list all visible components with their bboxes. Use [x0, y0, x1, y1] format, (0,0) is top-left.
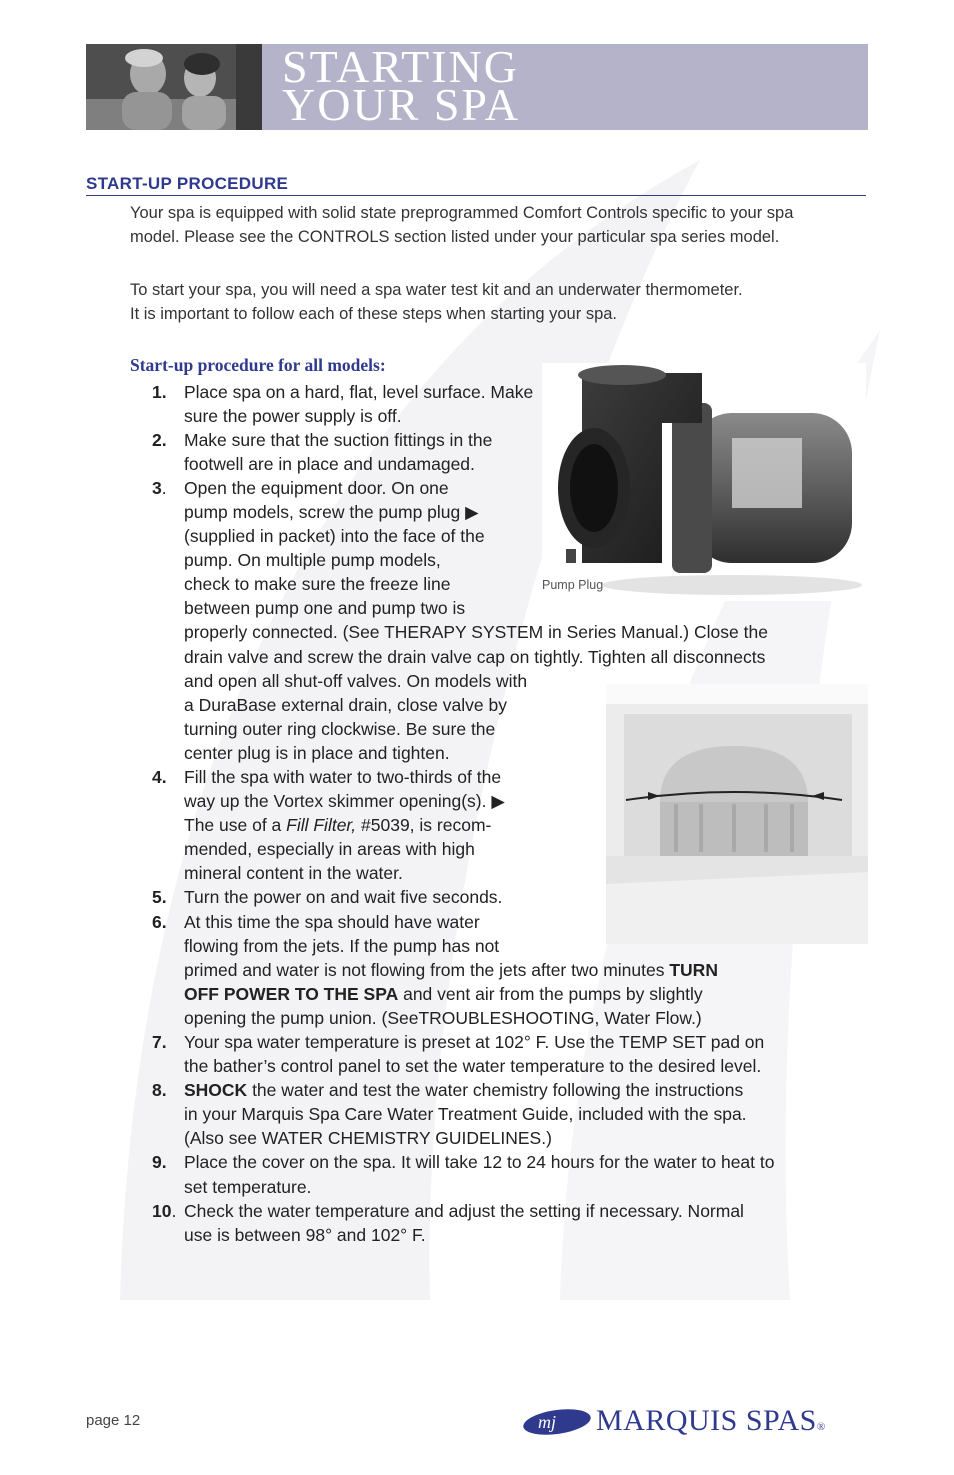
mj-logo-icon — [520, 1400, 594, 1440]
step-line — [184, 813, 491, 837]
step-line: drain valve and screw the drain valve cap on tightly. Tighten all disconnects — [184, 647, 766, 667]
step-line: the bather’s control panel to set the water temperature to the desired level. — [184, 1056, 762, 1076]
step-line: between pump one and pump two is — [184, 598, 466, 618]
title-line-1: STARTING — [282, 41, 519, 92]
step-line: and open all shut-off valves. On models with — [184, 671, 528, 691]
pump-photo — [542, 363, 866, 601]
step-line: At this time the spa should have water — [184, 912, 480, 932]
step-line: pump. On multiple pump models, — [184, 550, 441, 570]
step-line: mended, especially in areas with high — [184, 839, 475, 859]
step-line: sure the power supply is off. — [184, 406, 402, 426]
skimmer-illustration — [606, 684, 868, 944]
step-line — [184, 958, 718, 982]
step-line: Check the water temperature and adjust the setting if necessary. Normal — [184, 1201, 744, 1221]
step-line: flowing from the jets. If the pump has not — [184, 936, 500, 956]
step-line: Make sure that the suction fittings in the — [184, 430, 493, 450]
step-line: (Also see WATER CHEMISTRY GUIDELINES.) — [184, 1128, 552, 1148]
intro-line: To start your spa, you will need a spa water test kit and an underwater thermometer. — [130, 281, 743, 299]
step-line: properly connected. (See THERAPY SYSTEM in Series Manual.) Close the — [184, 622, 768, 642]
pump-illustration — [542, 363, 866, 601]
brand-text: MARQUIS SPAS — [596, 1404, 817, 1437]
step-line: in your Marquis Spa Care Water Treatment Guide, included with the spa. — [184, 1104, 747, 1124]
fill-filter-text: Fill Filter, — [286, 815, 357, 835]
step-number: 7. — [152, 1032, 167, 1052]
step-number: 8. — [152, 1080, 167, 1100]
skimmer-photo — [606, 684, 868, 944]
step-line: Place the cover on the spa. It will take 12 to 24 hours for the water to heat to — [184, 1152, 775, 1172]
step-line: pump models, screw the pump plug ▶ — [184, 502, 479, 522]
step-line: mineral content in the water. — [184, 863, 403, 883]
svg-text:mj: mj — [538, 1412, 556, 1432]
text-run: the water and test the water chemistry following the instructions — [247, 1080, 744, 1100]
step-number: 4. — [152, 767, 167, 787]
step-number: 2. — [152, 430, 167, 450]
text-run: The use of a — [184, 815, 287, 835]
text-run: #5039, is recom- — [356, 815, 492, 835]
brand-logo — [520, 1400, 866, 1440]
step-line: Turn the power on and wait five seconds. — [184, 887, 503, 907]
step-line: Your spa water temperature is preset at 102° F. Use the TEMP SET pad on — [184, 1032, 765, 1052]
intro-line: It is important to follow each of these steps when starting your spa. — [130, 305, 617, 323]
step-line: check to make sure the freeze line — [184, 574, 451, 594]
step-number: 1. — [152, 382, 167, 402]
step-number: 6. — [152, 912, 167, 932]
title-line-2: YOUR SPA — [282, 79, 521, 130]
step-line — [184, 982, 703, 1006]
bold-text: SHOCK — [184, 1080, 248, 1100]
brand-name — [596, 1404, 826, 1438]
step-line: Open the equipment door. On one — [184, 478, 449, 498]
step-num-dot: . — [171, 1201, 177, 1221]
step-line: center plug is in place and tighten. — [184, 743, 450, 763]
step-number: 9. — [152, 1152, 167, 1172]
intro-line: Your spa is equipped with solid state preprogrammed Comfort Controls specific to your spa — [130, 204, 794, 222]
step-number — [152, 476, 167, 500]
step-line: footwell are in place and undamaged. — [184, 454, 475, 474]
step-line: use is between 98° and 102° F. — [184, 1225, 426, 1245]
step-line: set temperature. — [184, 1177, 312, 1197]
section-heading: START-UP PROCEDURE — [86, 174, 866, 196]
step-line: Fill the spa with water to two-thirds of the — [184, 767, 502, 787]
intro-line: model. Please see the CONTROLS section listed under your particular spa series model. — [130, 228, 780, 246]
sub-heading: Start-up procedure for all models: — [130, 355, 386, 375]
intro-paragraph-1 — [130, 201, 866, 249]
step-num: 10 — [152, 1201, 172, 1221]
text-run: primed and water is not flowing from the jets after two minutes — [184, 960, 670, 980]
step-line: turning outer ring clockwise. Be sure the — [184, 719, 496, 739]
bold-text: TURN — [669, 960, 718, 980]
page-number: page 12 — [86, 1412, 141, 1429]
step-num-dot: . — [161, 478, 167, 498]
step-line: (supplied in packet) into the face of the — [184, 526, 485, 546]
step-number — [152, 1199, 176, 1223]
step-line: a DuraBase external drain, close valve by — [184, 695, 507, 715]
step-number: 5. — [152, 887, 167, 907]
step-num: 3 — [152, 478, 162, 498]
bold-text: OFF POWER TO THE SPA — [184, 984, 399, 1004]
intro-paragraph-2 — [130, 278, 866, 326]
step-line: opening the pump union. (SeeTROUBLESHOOTING, Water Flow.) — [184, 1008, 702, 1028]
step-line — [184, 1078, 743, 1102]
pump-plug-caption: Pump Plug — [542, 578, 604, 592]
step-line: way up the Vortex skimmer opening(s). ▶ — [184, 791, 505, 811]
step-line: Place spa on a hard, flat, level surface. Make — [184, 382, 534, 402]
registered-mark: ® — [816, 1421, 826, 1433]
text-run: and vent air from the pumps by slightly — [398, 984, 703, 1004]
